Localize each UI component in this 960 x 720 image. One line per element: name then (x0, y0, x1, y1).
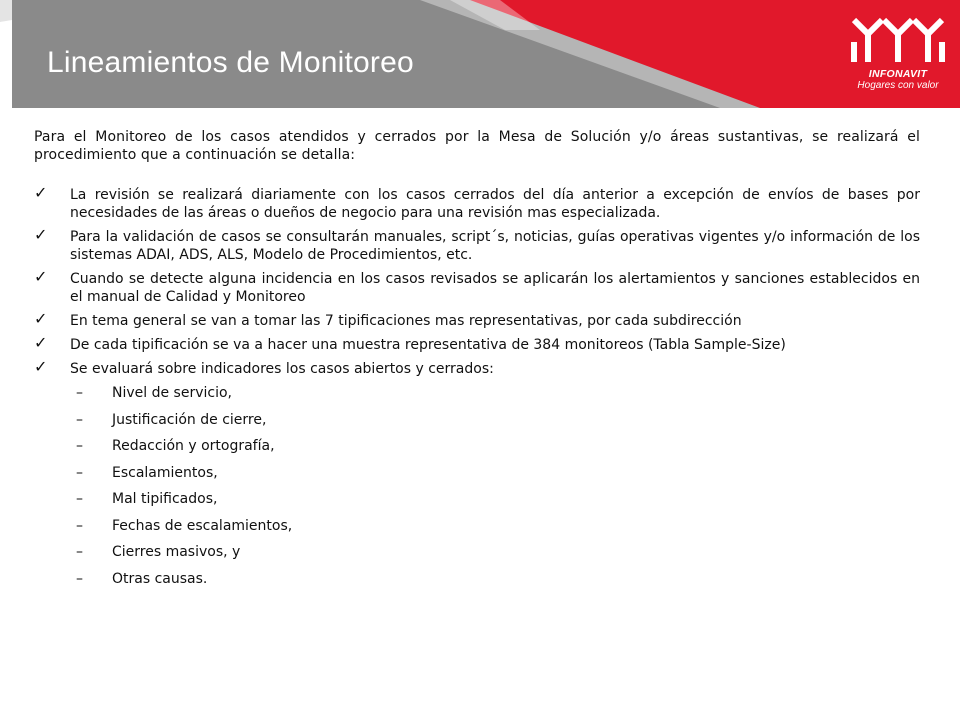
indicator-text: Redacción y ortografía, (112, 438, 275, 454)
checklist (34, 183, 920, 378)
indicator-text: Cierres masivos, y (112, 544, 241, 560)
check-item-3 (34, 267, 920, 306)
indicator-text: Nivel de servicio, (112, 385, 232, 401)
indicator-item (34, 543, 920, 561)
indicator-item (34, 570, 920, 588)
dash-icon: – (76, 464, 83, 481)
check-item-4 (34, 309, 920, 330)
dash-icon: – (76, 411, 83, 428)
logo-tagline: Hogares con valor (857, 80, 939, 91)
check-item-6 (34, 357, 920, 378)
check-item-5 (34, 333, 920, 354)
indicator-text: Otras causas. (112, 570, 208, 587)
check-text: Para la validación de casos se consultarán manuales, script´s, noticias, guías operativas vigentes y/o información de los sistemas ADAI, ADS, ALS, Modelo de Procedimientos, etc. (70, 229, 920, 263)
dash-icon: – (76, 570, 83, 587)
checkmark-icon: ✓ (34, 357, 48, 376)
indicator-item (34, 384, 920, 402)
indicator-item (34, 437, 920, 455)
intro-paragraph: Para el Monitoreo de los casos atendidos y cerrados por la Mesa de Solución y/o áreas sustantivas, se realizará el procedimiento que a continuación se detalla: (34, 129, 920, 163)
check-item-2 (34, 225, 920, 264)
indicator-list (34, 384, 920, 588)
indicator-text: Fechas de escalamientos, (112, 517, 293, 534)
dash-icon: – (76, 438, 83, 454)
check-text: Se evaluará sobre indicadores los casos abiertos y cerrados: (70, 361, 494, 377)
checkmark-icon: ✓ (34, 333, 48, 352)
check-text: Cuando se detecte alguna incidencia en los casos revisados se aplicarán los alertamientos y sanciones establecidos en el manual de Calidad y Monitoreo (70, 271, 920, 305)
infonavit-logo (846, 14, 950, 98)
indicator-item (34, 490, 920, 508)
checkmark-icon: ✓ (34, 309, 48, 328)
dash-icon: – (76, 517, 83, 534)
checkmark-icon: ✓ (34, 225, 48, 244)
logo-name: INFONAVIT (868, 68, 928, 80)
indicator-item (34, 517, 920, 535)
dash-icon: – (76, 385, 83, 401)
check-text: De cada tipificación se va a hacer una muestra representativa de 384 monitoreos (Tabla Sample-Size) (70, 337, 786, 353)
infonavit-houses-icon (846, 14, 950, 66)
dash-icon: – (76, 491, 83, 507)
checkmark-icon: ✓ (34, 267, 48, 286)
indicator-item (34, 411, 920, 429)
check-text: La revisión se realizará diariamente con los casos cerrados del día anterior a excepción de envíos de bases por necesidades de las áreas o dueños de negocio para una revisión mas especializada. (70, 187, 920, 221)
dash-icon: – (76, 544, 83, 560)
page-title: Lineamientos de Monitoreo (47, 46, 414, 79)
indicator-text: Mal tipificados, (112, 491, 218, 507)
check-text: En tema general se van a tomar las 7 tipificaciones mas representativas, por cada subdirección (70, 313, 742, 329)
indicator-item (34, 464, 920, 482)
slide-body (34, 128, 920, 596)
check-item-1 (34, 183, 920, 222)
checkmark-icon: ✓ (34, 183, 48, 202)
indicator-text: Escalamientos, (112, 464, 218, 481)
indicator-text: Justificación de cierre, (112, 411, 267, 428)
